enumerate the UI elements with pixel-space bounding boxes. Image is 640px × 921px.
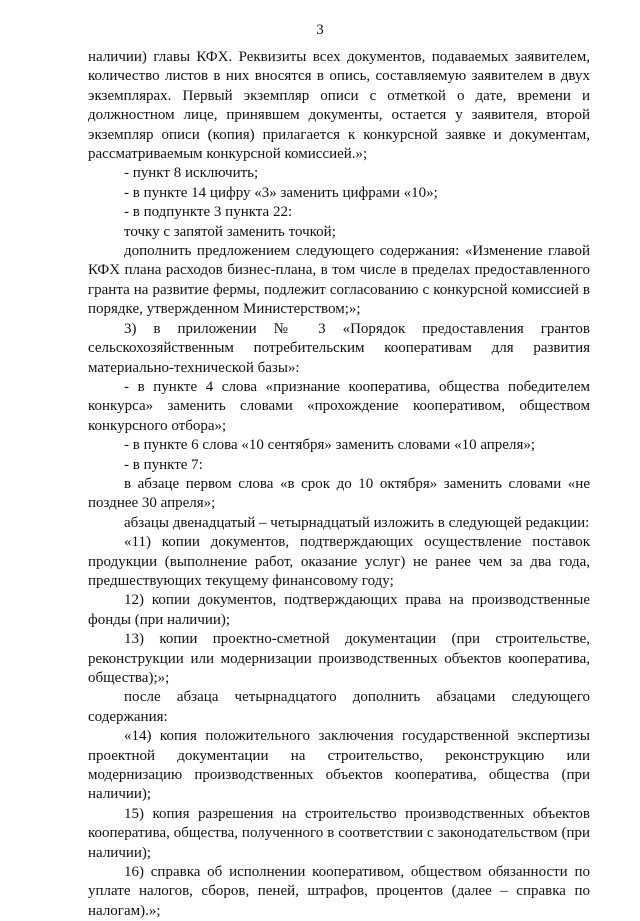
paragraph: дополнить предложением следующего содержания: «Изменение главой КФХ плана расходов бизнес-плана, в том числе в пределах предоставленного гранта на развитие фермы, подлежит согласованию с конкурсной комиссией в порядке, утвержденном Министерством;»; [88,243,590,318]
paragraph: «11) копии документов, подтверждающих осуществление поставок продукции (выполнение работ, оказание услуг) не ранее чем за два года, предшествующих текущему финансовому году; [88,534,590,589]
paragraph: 15) копия разрешения на строительство производственных объектов кооператива, общества, полученного в соответствии с законодательством (при наличии); [88,805,590,861]
paragraph: - в подпункте 3 пункта 22: [124,204,293,221]
paragraph: 13) копии проектно-сметной документации (при строительстве, реконструкции или модернизации производственных объектов кооператива, общества);»; [88,631,590,686]
paragraph: - пункт 8 исключить; [124,165,259,182]
page-number: 3 [316,22,324,38]
paragraph: в абзаце первом слова «в срок до 10 октября» заменить словами «не позднее 30 апреля»; [88,475,590,512]
paragraph: - в пункте 7: [124,456,203,473]
paragraph: - в пункте 14 цифру «3» заменить цифрами «10»; [124,184,438,201]
paragraph: наличии) главы КФХ. Реквизиты всех документов, подаваемых заявителем, количество листов в них вносятся в опись, составляемую заявителем в двух экземплярах. Первый экземпляр описи с отметкой о дате, времени и должностном лице, принявшем документы, остается у заявителя, второй экземпляр описи (копия) прилагается к конкурсной заявке и документам, рассматриваемым конкурсной комиссией.»; [88,49,590,163]
paragraph: абзацы двенадцатый – четырнадцатый изложить в следующей редакции: [124,514,590,531]
paragraph: точку с запятой заменить точкой; [124,223,336,240]
paragraph: - в пункте 4 слова «признание кооператива, общества победителем конкурса» заменить словами «прохождение кооперативом, обществом конкурсного отбора»; [88,378,590,434]
paragraph: - в пункте 6 слова «10 сентября» заменить словами «10 апреля»; [124,437,536,454]
paragraph: «14) копия положительного заключения государственной экспертизы проектной документации на строительство, реконструкцию или модернизацию производственных объектов кооператива, общества (при наличии); [88,728,590,803]
paragraph: 12) копии документов, подтверждающих права на производственные фонды (при наличии); [88,592,590,628]
document-body [88,48,590,921]
paragraph: 3) в приложении № 3 «Порядок предоставления грантов сельскохозяйственным потребительским кооперативам для развития материально-технической базы»: [88,320,590,376]
paragraph: после абзаца четырнадцатого дополнить абзацами следующего содержания: [88,689,590,725]
paragraph: 16) справка об исполнении кооперативом, обществом обязанности по уплате налогов, сборов, пеней, штрафов, процентов (далее – справка по налогам).»; [88,864,590,919]
